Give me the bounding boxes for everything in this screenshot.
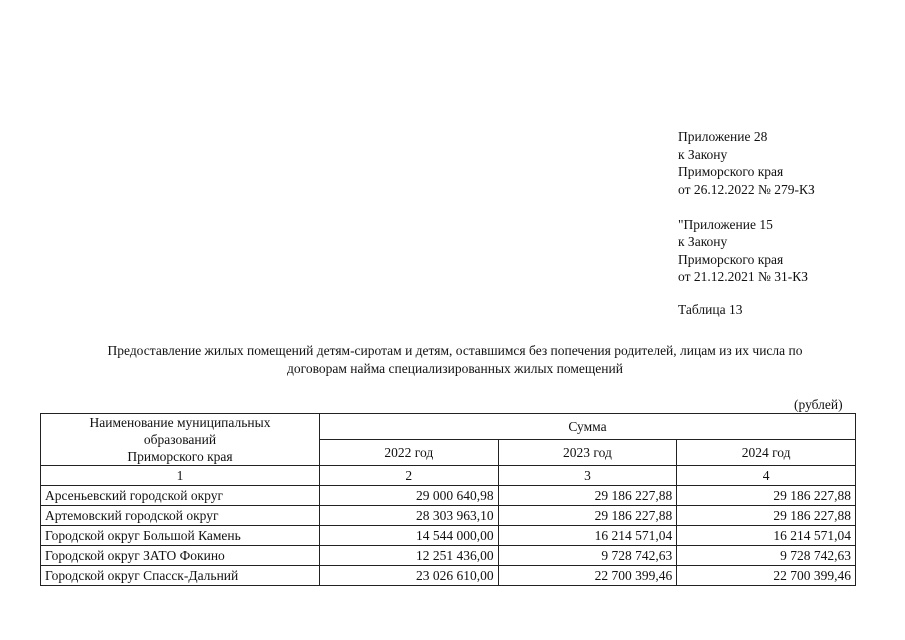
document-title-line: договорам найма специализированных жилых помещений bbox=[287, 360, 623, 376]
header-municipality-line: образований bbox=[143, 432, 217, 447]
amount-2024: 9 728 742,63 bbox=[677, 546, 856, 566]
column-number-row bbox=[41, 466, 856, 486]
amount-2024: 16 214 571,04 bbox=[677, 526, 856, 546]
municipality-name: Городской округ ЗАТО Фокино bbox=[41, 546, 320, 566]
municipality-name: Артемовский городской округ bbox=[41, 506, 320, 526]
annex-previous bbox=[678, 216, 815, 286]
amount-2022: 28 303 963,10 bbox=[319, 506, 498, 526]
municipality-name: Городской округ Большой Камень bbox=[41, 526, 320, 546]
table-row bbox=[41, 486, 856, 506]
annex-current-line: к Закону bbox=[678, 146, 728, 162]
document-title bbox=[40, 342, 870, 377]
annex-previous-line: от 21.12.2021 № 31-КЗ bbox=[678, 269, 808, 284]
header-year-2022: 2022 год bbox=[319, 440, 498, 466]
table-row bbox=[41, 566, 856, 586]
table-row bbox=[41, 506, 856, 526]
municipality-name: Арсеньевский городской округ bbox=[41, 486, 320, 506]
amount-2023: 22 700 399,46 bbox=[498, 566, 677, 586]
amount-2022: 23 026 610,00 bbox=[319, 566, 498, 586]
annex-current-line: от 26.12.2022 № 279-КЗ bbox=[678, 181, 815, 197]
header-municipality bbox=[41, 414, 320, 466]
amount-2022: 29 000 640,98 bbox=[319, 486, 498, 506]
column-number: 1 bbox=[41, 466, 320, 486]
amount-2024: 29 186 227,88 bbox=[677, 486, 856, 506]
document-title-line: Предоставление жилых помещений детям-сиротам и детям, оставшимся без попечения родителей, лицам из их числа по bbox=[107, 343, 803, 358]
column-number: 2 bbox=[319, 466, 498, 486]
header-municipality-line: Наименование муниципальных bbox=[89, 415, 271, 430]
municipality-name: Городской округ Спасск-Дальний bbox=[41, 566, 320, 586]
amount-2022: 12 251 436,00 bbox=[319, 546, 498, 566]
header-municipality-line: Приморского края bbox=[127, 449, 233, 464]
budget-table bbox=[40, 413, 856, 586]
annex-current-line: Приморского края bbox=[678, 164, 784, 179]
table-label: Таблица 13 bbox=[678, 302, 743, 317]
table-header-row bbox=[41, 414, 856, 440]
amount-2023: 16 214 571,04 bbox=[498, 526, 677, 546]
header-year-2024: 2024 год bbox=[677, 440, 856, 466]
amount-2024: 22 700 399,46 bbox=[677, 566, 856, 586]
table-row bbox=[41, 546, 856, 566]
header-sum: Сумма bbox=[319, 414, 855, 440]
annex-block bbox=[678, 128, 815, 303]
table-row bbox=[41, 526, 856, 546]
annex-current-line: Приложение 28 bbox=[678, 129, 768, 144]
header-year-2023: 2023 год bbox=[498, 440, 677, 466]
annex-previous-line: "Приложение 15 bbox=[678, 216, 773, 232]
annex-current bbox=[678, 128, 815, 198]
column-number: 4 bbox=[677, 466, 856, 486]
annex-previous-line: Приморского края bbox=[678, 251, 784, 267]
amount-2023: 9 728 742,63 bbox=[498, 546, 677, 566]
annex-previous-line: к Закону bbox=[678, 234, 728, 249]
amount-2022: 14 544 000,00 bbox=[319, 526, 498, 546]
column-number: 3 bbox=[498, 466, 677, 486]
amount-2023: 29 186 227,88 bbox=[498, 486, 677, 506]
amount-2023: 29 186 227,88 bbox=[498, 506, 677, 526]
units-label: (рублей) bbox=[794, 397, 843, 412]
amount-2024: 29 186 227,88 bbox=[677, 506, 856, 526]
